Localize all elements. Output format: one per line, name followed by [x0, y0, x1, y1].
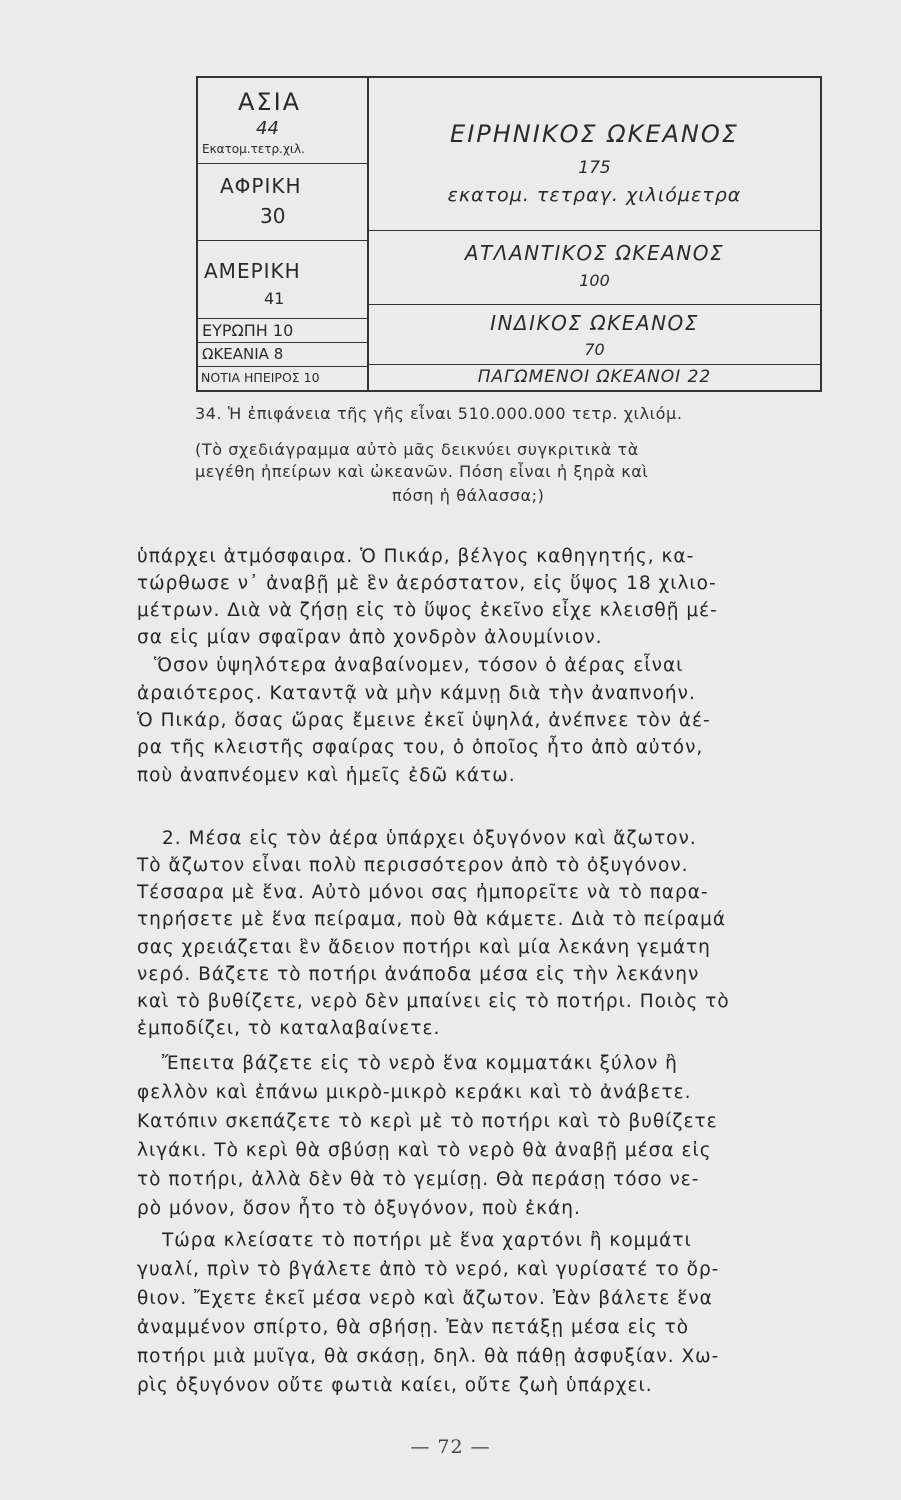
body-line: Ἔπειτα βάζετε εἰς τὸ νερὸ ἕνα κομματάκι ξύλον ἢ [162, 1053, 678, 1074]
continent-value: 44 [256, 118, 279, 139]
caption-line: πόση ἡ θάλασσα;) [392, 486, 545, 505]
body-line: ἀναμμένον σπίρτο, θὰ σβήσῃ. Ἐὰν πετάξῃ μέσα εἰς τὸ [137, 1317, 690, 1338]
continent-unit: Εκατομ.τετρ.χιλ. [202, 142, 305, 156]
body-line: Κατόπιν σκεπάζετε τὸ κερὶ μὲ τὸ ποτήρι καὶ τὸ βυθίζετε [137, 1111, 718, 1132]
body-line: ἀραιότερος. Καταντᾷ νὰ μὴν κάμνῃ διὰ τὴν ἀναπνοήν. [137, 683, 696, 704]
cell-south-continent [198, 367, 367, 390]
body-line: νερό. Βάζετε τὸ ποτήρι ἀνάποδα μέσα εἰς τὴν λεκάνην [137, 964, 700, 985]
body-line: Τὸ ἄζωτον εἶναι πολὺ περισσότερον ἀπὸ τὸ ὀξυγόνον. [137, 855, 689, 876]
body-line: ποὺ ἀναπνέομεν καὶ ἡμεῖς ἐδῶ κάτω. [137, 765, 516, 786]
body-line: ρα τῆς κλειστῆς σφαίρας του, ὁ ὁποῖος ἦτο ἀπὸ αὐτόν, [137, 737, 704, 758]
body-line: Τέσσαρα μὲ ἕνα. Αὐτὸ μόνοι σας ἠμπορεῖτε νὰ τὸ παρα- [137, 882, 709, 903]
cell-oceania [198, 343, 367, 367]
cell-america [198, 241, 367, 319]
oceans-column [369, 78, 820, 390]
continent-name: ΑΦΡΙΚΗ [220, 174, 302, 198]
body-line: τηρήσετε μὲ ἕνα πείραμα, ποὺ θὰ κάμετε. Διὰ τὸ πείραμά [137, 909, 727, 930]
body-line: ρὸ μόνον, ὅσον ἦτο τὸ ὀξυγόνον, ποὺ ἐκάη. [137, 1198, 581, 1219]
body-line: 2. Μέσα εἰς τὸν ἀέρα ὑπάρχει ὀξυγόνον καὶ ἄζωτον. [162, 828, 697, 849]
body-line: ὑπάρχει ἀτμόσφαιρα. Ὁ Πικάρ, βέλγος καθηγητής, κα- [137, 546, 695, 567]
body-line: Ὅσον ὑψηλότερα ἀναβαίνομεν, τόσον ὁ ἀέρας εἶναι [154, 655, 684, 676]
page-number: — 72 — [410, 1436, 491, 1458]
cell-pacific [369, 78, 820, 231]
body-line: καὶ τὸ βυθίζετε, νερὸ δὲν μπαίνει εἰς τὸ ποτήρι. Ποιὸς τὸ [137, 991, 730, 1012]
body-line: ποτήρι μιὰ μυῖγα, θὰ σκάσῃ, δηλ. θὰ πάθῃ ἀσφυξίαν. Χω- [137, 1346, 720, 1367]
continent-name: ΩΚΕΑΝΙΑ 8 [202, 345, 284, 363]
ocean-value: 70 [584, 340, 605, 359]
body-line: ρὶς ὀξυγόνον οὔτε φωτιὰ καίει, οὔτε ζωὴ ὑπάρχει. [137, 1375, 653, 1396]
body-line: σας χρειάζεται ἓν ἄδειον ποτήρι καὶ μία λεκάνη γεμάτη [137, 937, 711, 958]
continent-name: ΑΜΕΡΙΚΗ [204, 259, 301, 283]
continent-name: ΑΣΙΑ [238, 88, 302, 116]
cell-indian [369, 305, 820, 365]
ocean-value: 100 [579, 271, 610, 290]
ocean-name: ΑΤΛΑΝΤΙΚΟΣ ΩΚΕΑΝΟΣ [464, 241, 725, 265]
ocean-name: ΙΝΔΙΚΟΣ ΩΚΕΑΝΟΣ [490, 311, 699, 335]
cell-asia [198, 78, 367, 164]
cell-frozen [369, 365, 820, 390]
body-line: σα εἰς μίαν σφαῖραν ἀπὸ χονδρὸν ἀλουμίνιον. [137, 627, 603, 648]
body-line: θιον. Ἔχετε ἐκεῖ μέσα νερὸ καὶ ἄζωτον. Ἐὰν βάλετε ἕνα [137, 1288, 713, 1309]
ocean-unit: εκατομ. τετραγ. χιλιόμετρα [447, 184, 742, 206]
caption-line: μεγέθη ἠπείρων καὶ ὠκεανῶν. Πόση εἶναι ἡ ξηρὰ καὶ [195, 462, 649, 481]
body-line: τὸ ποτήρι, ἀλλὰ δὲν θὰ τὸ γεμίσῃ. Θὰ περάσῃ τόσο νε- [137, 1169, 700, 1190]
continent-value: 30 [260, 204, 286, 228]
ocean-name: ΠΑΓΩΜΕΝΟΙ ΩΚΕΑΝΟΙ 22 [477, 367, 712, 387]
land-ocean-diagram [196, 76, 822, 392]
continent-name: ΝΟΤΙΑ ΗΠΕΙΡΟΣ 10 [201, 370, 320, 385]
body-line: τώρθωσε ν᾽ ἀναβῇ μὲ ἓν ἀερόστατον, εἰς ὕψος 18 χιλιο- [137, 573, 717, 594]
continent-name: ΕΥΡΩΠΗ 10 [202, 321, 294, 340]
body-line: Ὁ Πικάρ, ὅσας ὥρας ἔμεινε ἐκεῖ ὑψηλά, ἀνέπνεε τὸν ἀέ- [137, 710, 711, 731]
caption-line: 34. Ἡ ἐπιφάνεια τῆς γῆς εἶναι 510.000.000 τετρ. χιλιόμ. [195, 404, 683, 423]
body-line: ἐμποδίζει, τὸ καταλαβαίνετε. [137, 1018, 441, 1039]
body-line: γυαλί, πρὶν τὸ βγάλετε ἀπὸ τὸ νερό, καὶ γυρίσατέ το ὄρ- [137, 1259, 720, 1280]
caption-line: (Τὸ σχεδιάγραμμα αὐτὸ μᾶς δεικνύει συγκριτικὰ τὰ [195, 440, 639, 459]
cell-europe [198, 319, 367, 343]
ocean-name: ΕΙΡΗΝΙΚΟΣ ΩΚΕΑΝΟΣ [450, 120, 739, 148]
body-line: φελλὸν καὶ ἐπάνω μικρὸ-μικρὸ κεράκι καὶ τὸ ἀνάβετε. [137, 1082, 692, 1103]
continent-value: 41 [264, 289, 285, 308]
continents-column [198, 78, 369, 390]
body-line: Τώρα κλείσατε τὸ ποτήρι μὲ ἕνα χαρτόνι ἢ κομμάτι [162, 1230, 692, 1251]
body-line: λιγάκι. Τὸ κερὶ θὰ σβύσῃ καὶ τὸ νερὸ θὰ ἀναβῇ μέσα εἰς [137, 1140, 712, 1161]
cell-atlantic [369, 231, 820, 305]
ocean-value: 175 [578, 158, 611, 178]
cell-africa [198, 164, 367, 241]
body-line: μέτρων. Διὰ νὰ ζήσῃ εἰς τὸ ὕψος ἐκεῖνο εἶχε κλεισθῇ μέ- [137, 600, 718, 621]
